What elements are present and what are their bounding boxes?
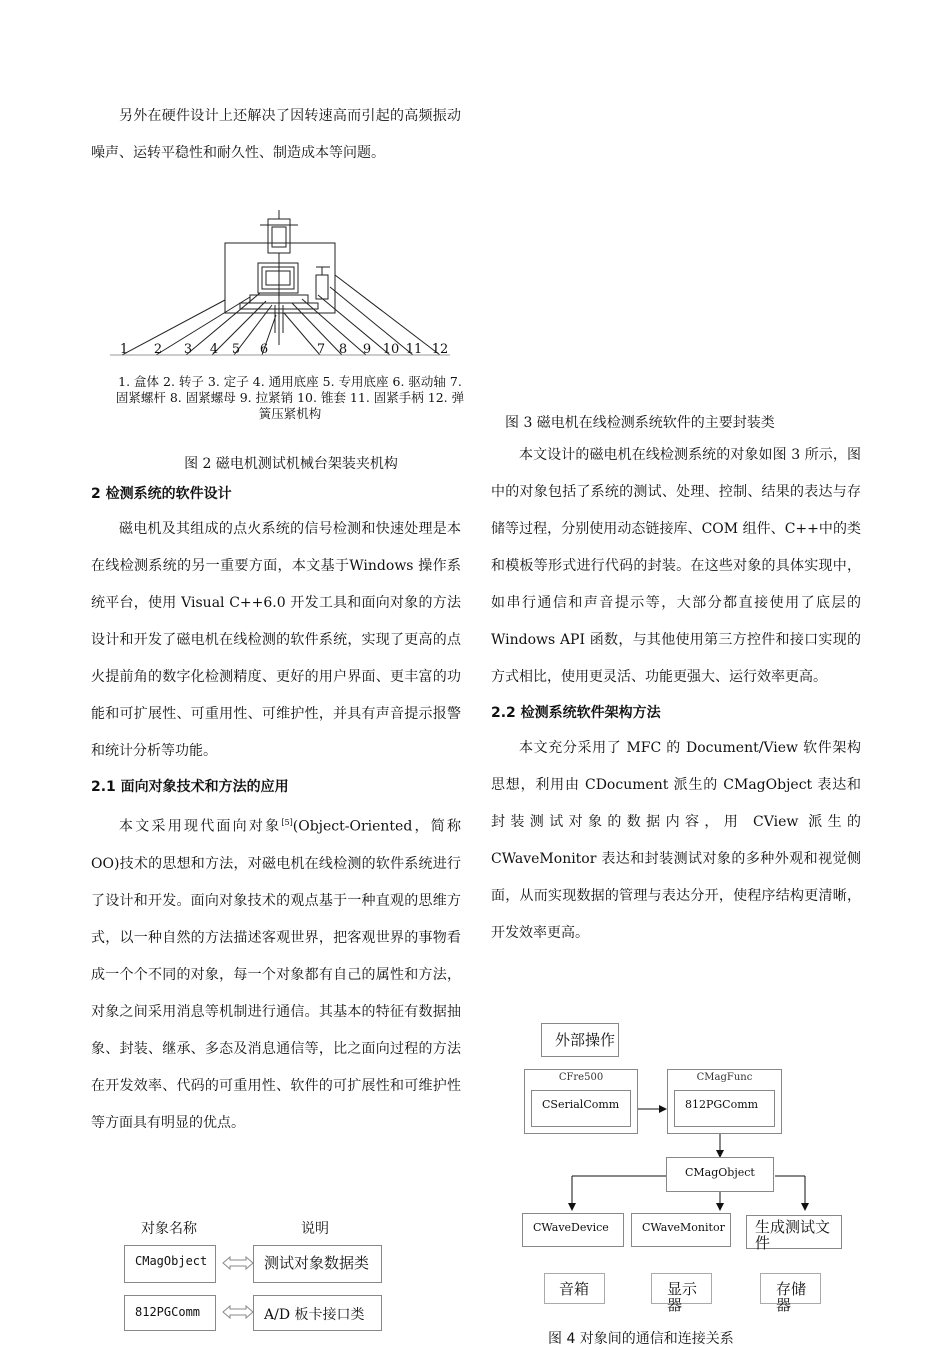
figure-4-diagram bbox=[520, 1020, 850, 1347]
box-cserialcomm bbox=[531, 1090, 631, 1127]
part-number-1: 1 bbox=[119, 342, 129, 357]
paragraph-2-1 bbox=[91, 804, 461, 1142]
box-cmagobject bbox=[666, 1157, 774, 1192]
table-row-1-name bbox=[124, 1245, 216, 1283]
part-number-12: 12 bbox=[431, 342, 449, 357]
box-generate-file bbox=[746, 1215, 842, 1252]
box-812pgcomm bbox=[674, 1090, 775, 1127]
double-arrow-icon bbox=[222, 1256, 254, 1270]
box-812pgcomm-label: 812PGComm bbox=[685, 1098, 759, 1111]
box-generate-file-label: 生成测试文件 bbox=[755, 1218, 831, 1252]
box-cwavedevice-label: CWaveDevice bbox=[533, 1221, 609, 1234]
table-row-2-name-text: 812PGComm bbox=[135, 1305, 201, 1319]
box-cserialcomm-label: CSerialComm bbox=[542, 1098, 620, 1111]
box-storage bbox=[760, 1273, 821, 1314]
box-cmagfunc-title: CMagFunc bbox=[696, 1072, 753, 1083]
figure-3-caption-wrap bbox=[491, 412, 861, 432]
part-number-2: 2 bbox=[153, 342, 163, 357]
part-number-6: 6 bbox=[259, 342, 269, 357]
left-column bbox=[91, 98, 461, 172]
box-cwavedevice bbox=[522, 1213, 624, 1247]
box-storage-label: 存储器 bbox=[776, 1280, 807, 1314]
part-number-10: 10 bbox=[382, 342, 400, 357]
box-cmagfunc bbox=[667, 1069, 782, 1134]
table-row-1-desc bbox=[253, 1245, 382, 1283]
paragraph-2: 磁电机及其组成的点火系统的信号检测和快速处理是本在线检测系统的另一重要方面，本文基于Windows 操作系统平台，使用 Visual C++6.0 开发工具和面向对象的方法设计和开发了磁电机在线检测的软件系统，实现了更高的点火提前角的数字化检测精度、更好的用户界面、更丰富的功能和可扩展性、可重用性、可维护性，并具有声音提示报警和统计分析等功能。 bbox=[91, 521, 461, 759]
box-cfre500 bbox=[524, 1069, 638, 1134]
double-arrow-icon bbox=[222, 1305, 254, 1319]
figure-2-legend bbox=[112, 374, 468, 422]
box-external-op bbox=[541, 1023, 619, 1057]
section-heading-2-2: 2.2 检测系统软件架构方法 bbox=[491, 705, 661, 721]
table-header-desc: 说明 bbox=[301, 1221, 329, 1237]
part-number-7: 7 bbox=[316, 342, 326, 357]
figure-2-drawing bbox=[110, 205, 450, 365]
class-table bbox=[91, 1214, 461, 1344]
table-row-1-desc-text: 测试对象数据类 bbox=[264, 1254, 370, 1272]
right-column bbox=[491, 437, 861, 952]
table-row-2-desc-text: A/D 板卡接口类 bbox=[264, 1307, 365, 1323]
part-number-5: 5 bbox=[231, 342, 241, 357]
box-cwavemonitor bbox=[631, 1213, 731, 1247]
figure-2-caption: 图 2 磁电机测试机械台架装夹机构 bbox=[184, 456, 398, 472]
section-heading-2: 2 检测系统的软件设计 bbox=[91, 486, 232, 502]
box-cwavemonitor-label: CWaveMonitor bbox=[642, 1221, 725, 1234]
part-number-4: 4 bbox=[209, 342, 219, 357]
part-number-8: 8 bbox=[338, 342, 348, 357]
part-number-11: 11 bbox=[405, 342, 423, 357]
table-row-2-desc bbox=[253, 1295, 382, 1331]
part-number-9: 9 bbox=[362, 342, 372, 357]
paragraph-intro: 另外在硬件设计上还解决了因转速高而引起的高频振动噪声、运转平稳性和耐久性、制造成本等问题。 bbox=[91, 108, 461, 161]
box-external-op-label: 外部操作 bbox=[555, 1031, 616, 1049]
table-row-1-name-text: CMagObject bbox=[135, 1254, 208, 1268]
paragraph-fig3: 本文设计的磁电机在线检测系统的对象如图 3 所示，图中的对象包括了系统的测试、处理、控制、结果的表达与存储等过程，分别使用动态链接库、COM 组件、C++中的类和模板等形式进行代码的封装。在这些对象的具体实现中，如串行通信和声音提示等，大部分都直接使用了底层的 Windows API 函数，与其他使用第三方控件和接口实现的方式相比，使用更灵活、功能更强大、运行效率更高。 bbox=[491, 447, 861, 685]
figure-3-caption: 图 3 磁电机在线检测系统软件的主要封装类 bbox=[505, 415, 775, 431]
figure-2-caption-wrap bbox=[91, 453, 491, 473]
part-number-3: 3 bbox=[183, 342, 193, 357]
table-row-2-name bbox=[124, 1295, 216, 1331]
box-cfre500-title: CFre500 bbox=[558, 1072, 604, 1083]
table-header-name: 对象名称 bbox=[141, 1221, 197, 1237]
paragraph-2-2: 本文充分采用了 MFC 的 Document/View 软件架构思想，利用由 CDocument 派生的 CMagObject 表达和封装测试对象的数据内容，用 CView 派生的CWaveMonitor 表达和封装测试对象的多种外观和视觉侧面，从而实现数据的管理与表达分开，使程序结构更清晰，开发效率更高。 bbox=[491, 740, 861, 941]
box-display-label: 显示器 bbox=[667, 1280, 698, 1314]
box-display bbox=[651, 1273, 712, 1314]
left-column-body bbox=[91, 477, 461, 1142]
citation-5: [5] bbox=[281, 818, 293, 827]
box-cmagobject-label: CMagObject bbox=[685, 1166, 755, 1179]
box-speaker-label: 音箱 bbox=[559, 1280, 590, 1298]
figure-4-caption: 图 4 对象间的通信和连接关系 bbox=[548, 1331, 734, 1347]
section-heading-2-1: 2.1 面向对象技术和方法的应用 bbox=[91, 779, 289, 795]
figure-2-legend-text: 1. 盒体 2. 转子 3. 定子 4. 通用底座 5. 专用底座 6. 驱动轴 7. 固紧螺杆 8. 固紧螺母 9. 拉紧销 10. 锥套 11. 固紧手柄 12. 弹簧压紧机构 bbox=[115, 374, 465, 421]
box-speaker bbox=[544, 1273, 605, 1304]
paragraph-2-1-rest: (Object-Oriented，简称 OO)技术的思想和方法，对磁电机在线检测的软件系统进行了设计和开发。面向对象技术的观点基于一种直观的思维方式，以一种自然的方法描述客观世界，把客观世界的事物看成一个个不同的对象，每一个对象都有自己的属性和方法，对象之间采用消息等机制进行通信。其基本的特征有数据抽象、封装、继承、多态及消息通信等，比之面向过程的方法在开发效率、代码的可重用性、软件的可扩展性和可维护性等方面具有明显的优点。 bbox=[91, 818, 462, 1131]
paragraph-2-1-start: 本文采用现代面向对象 bbox=[119, 818, 282, 835]
